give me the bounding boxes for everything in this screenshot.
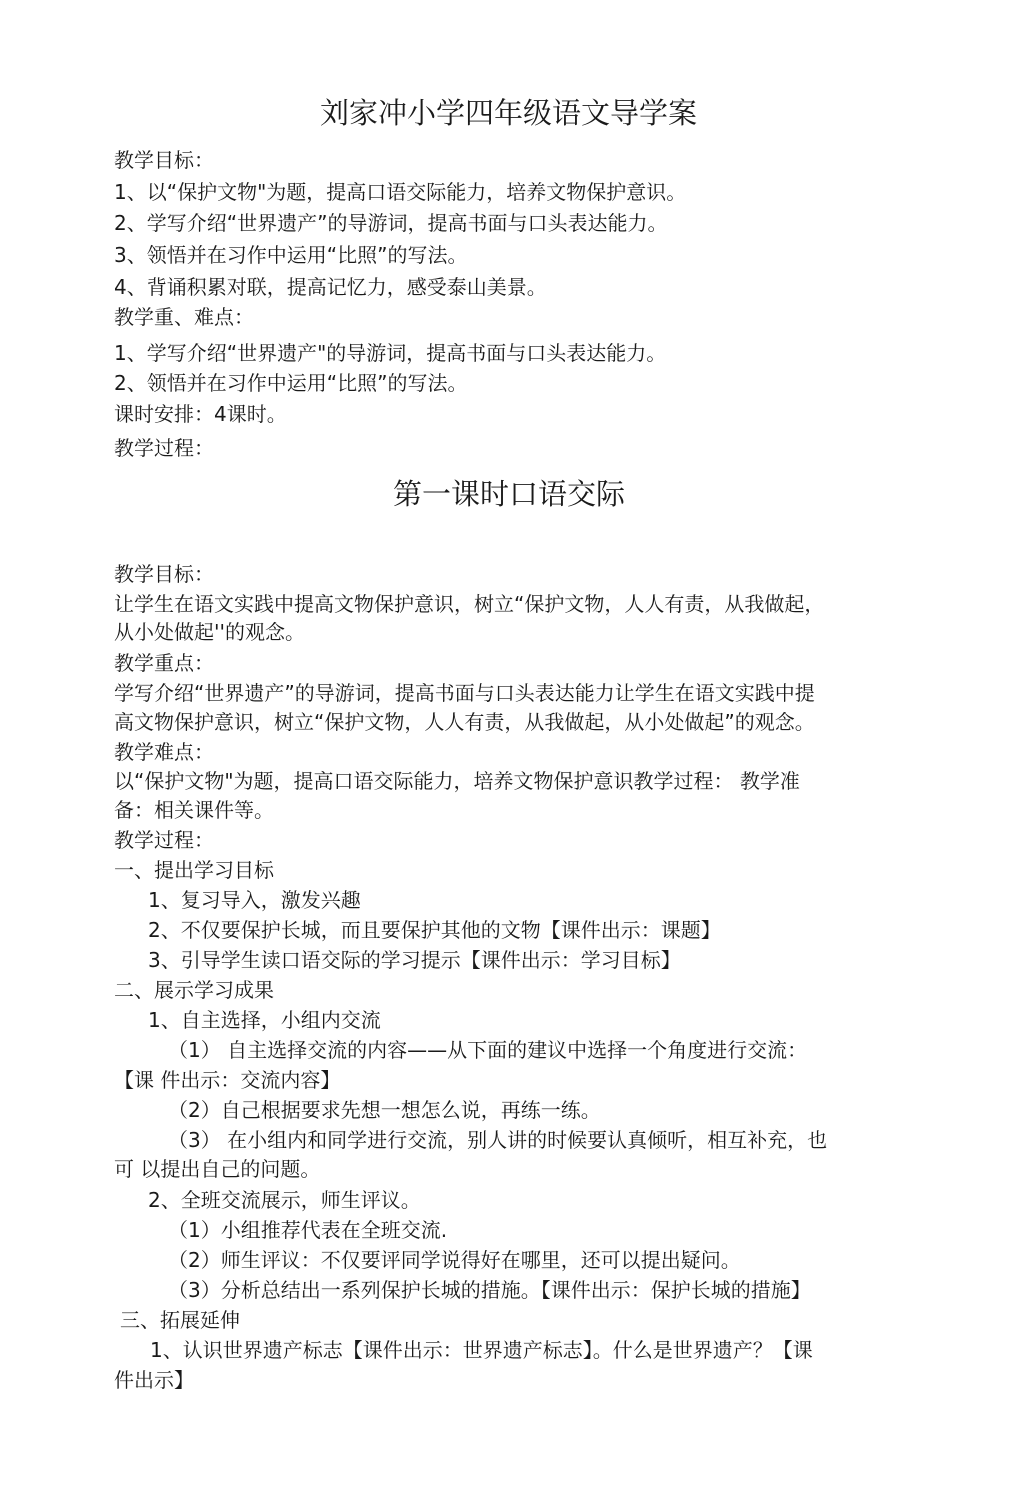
section-item: 1、认识世界遗产标志【课件出示：世界遗产标志】。什么是世界遗产？【课 bbox=[150, 1338, 813, 1362]
key-points-heading: 教学重、难点： bbox=[114, 305, 254, 329]
key-point-item: 2、领悟并在习作中运用“比照”的写法。 bbox=[114, 371, 468, 395]
section-heading: 一、提出学习目标 bbox=[114, 858, 274, 882]
sub-item: （3） 在小组内和同学进行交流，别人讲的时候要认真倾听，相互补充，也 bbox=[168, 1128, 828, 1152]
section-item: 2、全班交流展示，师生评议。 bbox=[148, 1188, 421, 1212]
lesson1-process-heading: 教学过程： bbox=[114, 828, 214, 852]
sub-item: （3）分析总结出一系列保护长城的措施。【课件出示：保护长城的措施】 bbox=[168, 1278, 811, 1302]
sub-item: （2）师生评议：不仅要评同学说得好在哪里，还可以提出疑问。 bbox=[168, 1248, 741, 1272]
section-item: 1、复习导入，激发兴趣 bbox=[148, 888, 361, 912]
objective-item: 3、领悟并在习作中运用“比照”的写法。 bbox=[114, 243, 468, 267]
lesson1-objectives-line: 从小处做起''的观念。 bbox=[114, 620, 305, 644]
process-heading: 教学过程： bbox=[114, 436, 214, 460]
lesson1-objectives-heading: 教学目标： bbox=[114, 562, 214, 586]
objectives-heading: 教学目标： bbox=[114, 148, 214, 172]
lesson1-focus-line: 高文物保护意识，树立“保护文物，人人有责，从我做起，从小处做起”的观念。 bbox=[114, 710, 815, 734]
lesson1-focus-line: 学写介绍“世界遗产”的导游词，提高书面与口头表达能力让学生在语文实践中提 bbox=[114, 681, 815, 705]
lesson1-focus-heading: 教学重点： bbox=[114, 651, 214, 675]
section-item: 2、不仅要保护长城，而且要保护其他的文物【课件出示：课题】 bbox=[148, 918, 721, 942]
section-item: 3、引导学生读口语交际的学习提示【课件出示：学习目标】 bbox=[148, 948, 681, 972]
section-heading: 二、展示学习成果 bbox=[114, 978, 274, 1002]
sub-item: （2）自己根据要求先想一想怎么说，再练一练。 bbox=[168, 1098, 601, 1122]
sub-item: （1） 自主选择交流的内容——从下面的建议中选择一个角度进行交流： bbox=[168, 1038, 808, 1062]
document-title: 刘家冲小学四年级语文导学案 bbox=[320, 96, 698, 130]
schedule-text: 课时安排：4课时。 bbox=[114, 402, 287, 426]
lesson1-difficulty-line: 备：相关课件等。 bbox=[114, 798, 274, 822]
sub-item-continued: 【课 件出示：交流内容】 bbox=[114, 1068, 341, 1092]
sub-item-continued: 可 以提出自己的问题。 bbox=[114, 1157, 321, 1181]
lesson1-objectives-line: 让学生在语文实践中提高文物保护意识，树立“保护文物，人人有责，从我做起， bbox=[114, 592, 825, 616]
objective-item: 4、背诵积累对联，提高记忆力，感受泰山美景。 bbox=[114, 275, 547, 299]
key-point-item: 1、学写介绍“世界遗产"的导游词，提高书面与口头表达能力。 bbox=[114, 341, 667, 365]
lesson1-difficulty-line: 以“保护文物"为题，提高口语交际能力，培养文物保护意识教学过程： 教学准 bbox=[114, 769, 800, 793]
section-item-continued: 件出示】 bbox=[114, 1368, 194, 1392]
section-heading: 三、拓展延伸 bbox=[120, 1308, 240, 1332]
objective-item: 2、学写介绍“世界遗产”的导游词，提高书面与口头表达能力。 bbox=[114, 211, 668, 235]
sub-item: （1）小组推荐代表在全班交流. bbox=[168, 1218, 448, 1242]
objective-item: 1、以“保护文物"为题，提高口语交际能力，培养文物保护意识。 bbox=[114, 180, 687, 204]
lesson1-title: 第一课时口语交际 bbox=[393, 477, 626, 511]
section-item: 1、自主选择，小组内交流 bbox=[148, 1008, 381, 1032]
lesson1-difficulty-heading: 教学难点： bbox=[114, 740, 214, 764]
